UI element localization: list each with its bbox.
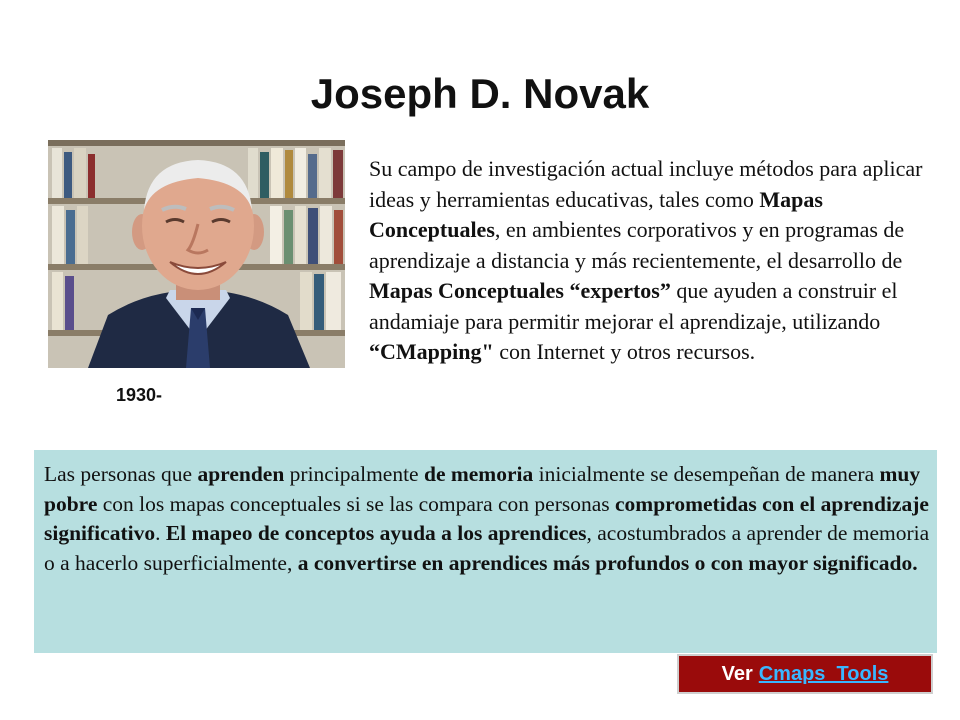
note-emphasis: de memoria (423, 462, 534, 486)
portrait-photo (48, 140, 345, 368)
note-emphasis: comprometidas con el aprendizaje significativo (44, 491, 929, 545)
note-text: , acostumbrados a aprender de memoria o a hacerlo superficialmente, (44, 521, 930, 575)
bio-text: que ayuden a construir el andamiaje para permitir mejorar el aprendizaje, utilizando (369, 278, 898, 334)
note-emphasis: muy pobre (44, 462, 921, 516)
bio-text: , en ambientes corporativos y en programas de aprendizaje a distancia y más recientemente, el desarrollo de (369, 217, 905, 273)
note-text: con los mapas conceptuales si se las compara con personas (97, 491, 616, 516)
slide-title: Joseph D. Novak (310, 70, 650, 117)
bio-emphasis: Mapas Conceptuales “expertos” (369, 278, 671, 303)
note-text: inicialmente se desempeñan de manera (533, 462, 880, 486)
note-emphasis: El mapeo de conceptos ayuda a los aprendices (165, 521, 587, 545)
birth-year: 1930- (116, 385, 163, 405)
note-text: principalmente (284, 462, 424, 486)
note-emphasis: aprenden (197, 462, 285, 486)
bio-text: con Internet y otros recursos. (493, 339, 756, 364)
bio-emphasis: “CMapping" (369, 339, 494, 364)
bio-text: Su campo de investigación actual incluye métodos para aplicar ideas y herramientas educativas, tales como (369, 156, 923, 212)
bio-paragraph (369, 154, 939, 368)
note-text: Las personas que (44, 462, 198, 486)
note-text: . (155, 521, 166, 545)
learning-note-box (34, 450, 937, 653)
note-emphasis: a convertirse en aprendices más profundos o con mayor significado. (297, 550, 918, 575)
cmaps-tools-link-box (677, 654, 933, 694)
link-prefix: Ver (721, 662, 753, 685)
cmaps-tools-link[interactable]: Cmaps_Tools (758, 662, 889, 685)
bio-emphasis: Mapas Conceptuales (369, 186, 823, 242)
